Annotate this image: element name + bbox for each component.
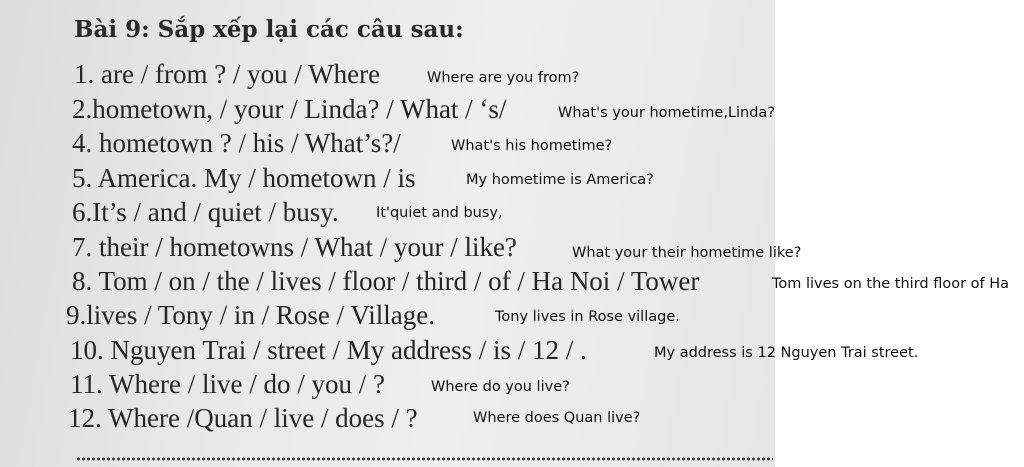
question-1: 1. are / from ? / you / Where	[74, 59, 381, 89]
question-9: 10. Nguyen Trai / street / My address / is / 12 / .	[70, 335, 587, 365]
answer-8: Tony lives in Rose village.	[495, 309, 680, 325]
question-8: 9.lives / Tony / in / Rose / Village.	[66, 300, 435, 330]
question-11: 12. Where /Quan / live / does / ?	[68, 403, 418, 433]
answer-7: Tom lives on the third floor of Ha	[772, 276, 1010, 292]
exercise-row-3	[0, 126, 1024, 160]
answer-6: What your their hometime like?	[572, 245, 802, 261]
question-6: 7. their / hometowns / What / your / like?	[72, 232, 517, 262]
dotted-answer-line	[76, 456, 773, 462]
question-2: 2.hometown, / your / Linda? / What / ‘s/	[72, 94, 507, 124]
answer-10: Where do you live?	[431, 379, 570, 395]
question-10: 11. Where / live / do / you / ?	[70, 369, 385, 399]
exercise-row-7	[0, 264, 1024, 298]
exercise-row-10	[0, 367, 1024, 401]
answer-9: My address is 12 Nguyen Trai street.	[654, 345, 919, 361]
exercise-row-11	[0, 401, 1024, 435]
question-5: 6.It’s / and / quiet / busy.	[72, 197, 339, 227]
question-4: 5. America. My / hometown / is	[72, 163, 416, 193]
answer-5: It'quiet and busy,	[376, 205, 503, 221]
question-7: 8. Tom / on / the / lives / floor / third / of / Ha Noi / Tower	[72, 266, 700, 296]
answer-11: Where does Quan live?	[473, 410, 641, 426]
answer-2: What's your hometime,Linda?	[558, 105, 776, 121]
exercise-title: Bài 9: Sắp xếp lại các câu sau:	[74, 16, 464, 43]
answer-3: What's his hometime?	[451, 138, 613, 154]
question-3: 4. hometown ? / his / What’s?/	[72, 128, 401, 158]
exercise-row-8	[0, 298, 1024, 332]
exercise-row-9	[0, 333, 1024, 367]
answer-1: Where are you from?	[427, 70, 580, 86]
exercise-row-4	[0, 161, 1024, 195]
exercise-row-5	[0, 195, 1024, 229]
exercise-row-1	[0, 57, 1024, 91]
exercise-row-2	[0, 92, 1024, 126]
answer-4: My hometime is America?	[466, 172, 654, 188]
exercise-row-6	[0, 230, 1024, 264]
